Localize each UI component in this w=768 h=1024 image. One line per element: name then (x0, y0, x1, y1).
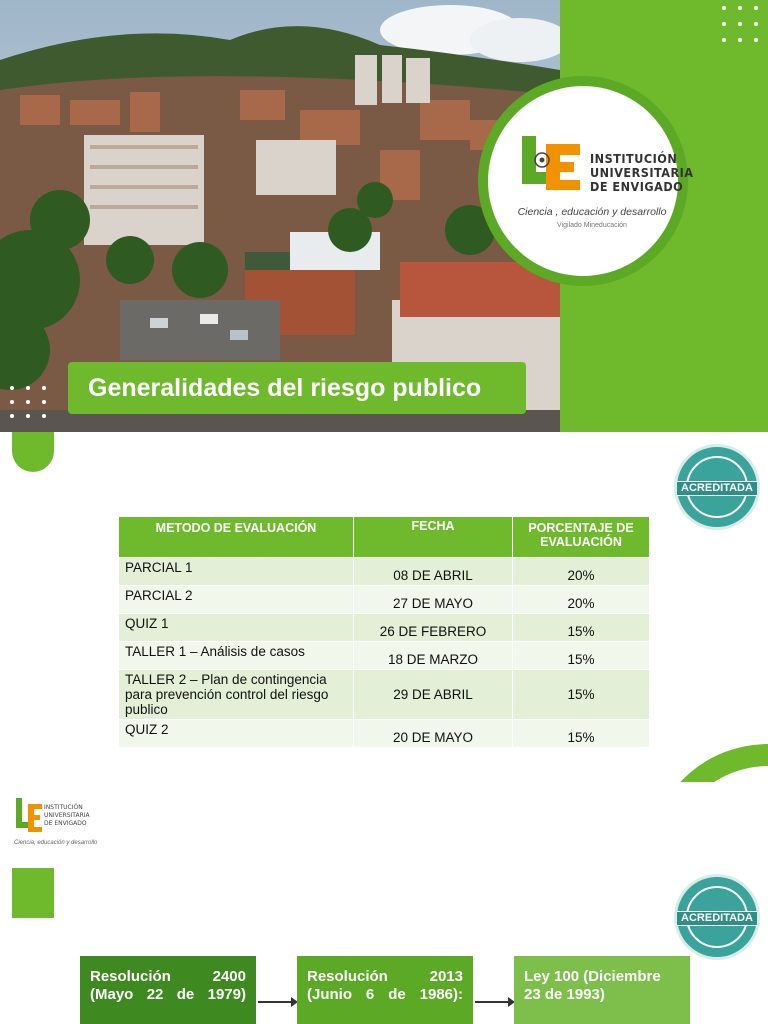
date-cell: 20 DE MAYO (354, 720, 513, 748)
column-header: PORCENTAJE DE EVALUACIÓN (513, 517, 650, 558)
logo-wordmark (44, 804, 90, 828)
slide-title: Generalidades del riesgo publico (88, 374, 482, 402)
logo-wordmark (590, 152, 694, 194)
percent-cell: 15% (513, 614, 650, 642)
badge-label: ACREDITADA (677, 911, 757, 926)
accreditation-badge (674, 874, 760, 960)
green-vertical-bar (12, 868, 54, 918)
percent-cell: 15% (513, 720, 650, 748)
evaluation-slide (0, 432, 768, 782)
green-arc-decoration (648, 744, 768, 782)
percent-cell: 15% (513, 642, 650, 670)
percent-cell: 20% (513, 558, 650, 586)
title-banner (68, 362, 526, 414)
date-cell: 08 DE ABRIL (354, 558, 513, 586)
institution-logo-mark (514, 130, 588, 204)
logo-line: UNIVERSITARIA (44, 812, 90, 819)
table-row (119, 642, 650, 670)
table-row (119, 586, 650, 614)
logo-line: INSTITUCIÓN (44, 804, 83, 811)
logo-line: INSTITUCIÓN (590, 151, 678, 166)
table-row (119, 670, 650, 720)
percent-cell: 20% (513, 586, 650, 614)
logo-subtext: Vigilado Mineducación (557, 222, 627, 229)
column-header: FECHA (354, 517, 513, 558)
method-cell: QUIZ 1 (119, 614, 354, 642)
table-row (119, 720, 650, 748)
table-row (119, 614, 650, 642)
arrow-connector (258, 1001, 296, 1003)
method-cell: TALLER 2 – Plan de contingencia para prevención control del riesgo publico (119, 670, 354, 720)
legislation-text: Resolución 2013 (Junio 6 de 1986): (307, 968, 463, 1003)
legislation-box (297, 956, 473, 1024)
logo-tagline: Ciencia , educación y desarrollo (517, 206, 667, 218)
legislation-box (514, 956, 690, 1024)
method-cell: TALLER 1 – Análisis de casos (119, 642, 354, 670)
date-cell: 26 DE FEBRERO (354, 614, 513, 642)
method-cell: PARCIAL 1 (119, 558, 354, 586)
logo-tagline: Ciencia, educación y desarrollo (14, 840, 98, 846)
table-header-row (119, 517, 650, 558)
arrow-connector (475, 1001, 513, 1003)
percent-cell: 15% (513, 670, 650, 720)
legislation-text: Resolución 2400 (Mayo 22 de 1979) (90, 968, 246, 1003)
method-cell: PARCIAL 2 (119, 586, 354, 614)
logo-line: UNIVERSITARIA (590, 165, 694, 180)
date-cell: 29 DE ABRIL (354, 670, 513, 720)
accreditation-badge (674, 444, 760, 530)
logo-line: DE ENVIGADO (590, 179, 684, 194)
legislation-slide (0, 782, 768, 1024)
cover-slide (0, 0, 768, 432)
institution-logo-mark (14, 796, 44, 836)
table-row (119, 558, 650, 586)
legislation-box (80, 956, 256, 1024)
legislation-text: Ley 100 (Diciembre 23 de 1993) (524, 968, 661, 1003)
column-header: METODO DE EVALUACIÓN (119, 517, 354, 558)
badge-label: ACREDITADA (677, 481, 757, 496)
method-cell: QUIZ 2 (119, 720, 354, 748)
date-cell: 27 DE MAYO (354, 586, 513, 614)
date-cell: 18 DE MARZO (354, 642, 513, 670)
green-vertical-bar (12, 432, 54, 472)
evaluation-table (118, 516, 650, 748)
logo-line: DE ENVIGADO (44, 820, 87, 827)
